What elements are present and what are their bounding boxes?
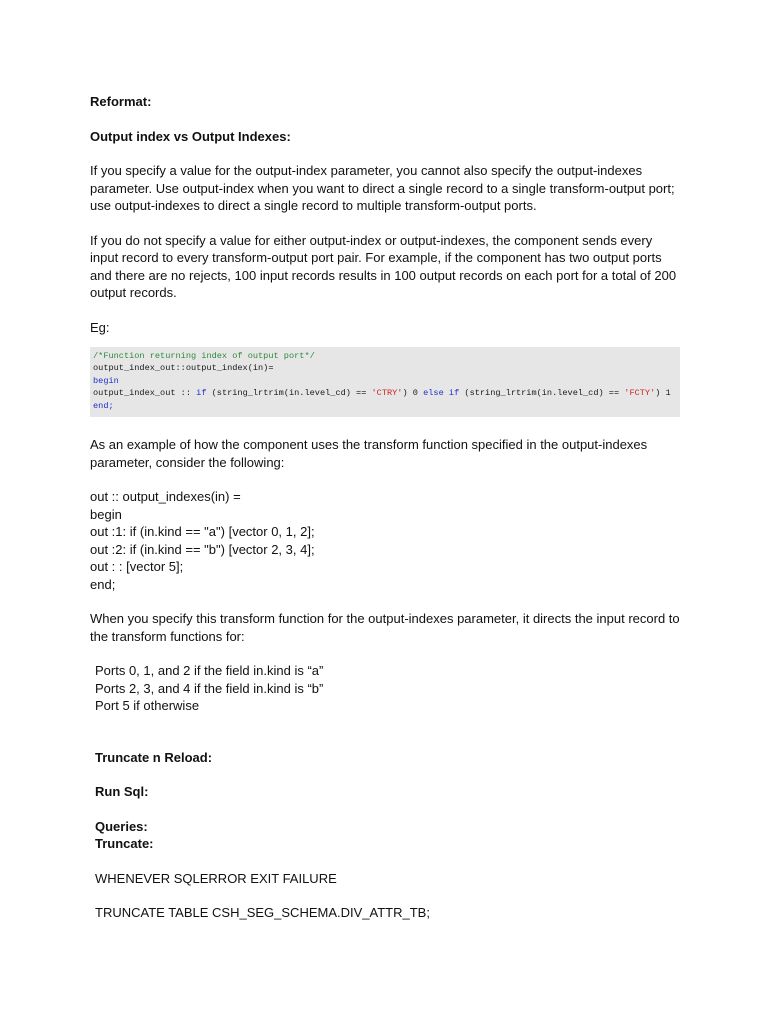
paragraph-output-indexes: If you do not specify a value for either output-index or output-indexes, the component sends every input record to every transform-output port pair. For example, if the component has two output ports and there are no rejects, 100 input records results in 100 output records on each port for a total of 200 output records. <box>90 232 677 300</box>
sample-line: out :2: if (in.kind == "b") [vector 2, 3, 4]; <box>90 541 315 557</box>
truncate-reload-section <box>90 749 680 922</box>
ports-item: Port 5 if otherwise <box>95 698 200 714</box>
sample-line: out : : [vector 5]; <box>90 559 184 575</box>
code-line-body: output_index_out :: if (string_lrtrim(in.level_cd) == 'CTRY') 0 else if (string_lrtrim(in.level_cd) == 'FCTY') 1 <box>93 388 671 399</box>
heading-queries: Queries: <box>95 818 148 834</box>
heading-truncate-reload: Truncate n Reload: <box>95 749 213 765</box>
ports-item: Ports 0, 1, and 2 if the field in.kind is “a” <box>95 663 324 679</box>
sample-line: out :: output_indexes(in) = <box>90 489 241 505</box>
ports-item: Ports 2, 3, and 4 if the field in.kind is “b” <box>95 680 324 696</box>
code-line-end: end; <box>93 400 114 411</box>
sample-transform-code <box>90 488 680 593</box>
ports-list <box>90 662 680 715</box>
heading-reformat: Reformat: <box>90 94 152 109</box>
code-line-comment: /*Function returning index of output port*/ <box>93 351 315 361</box>
code-line-signature: output_index_out::output_index(in)= <box>93 363 274 374</box>
document-body <box>90 93 680 922</box>
paragraph-example-intro: As an example of how the component uses the transform function specified in the output-indexes parameter, consider the following: <box>90 437 648 470</box>
code-screenshot <box>90 347 680 417</box>
sample-line: begin <box>90 506 122 522</box>
sample-line: out :1: if (in.kind == "a") [vector 0, 1, 2]; <box>90 524 315 540</box>
heading-output-index: Output index vs Output Indexes: <box>90 128 291 144</box>
paragraph-directs-input: When you specify this transform function for the output-indexes parameter, it directs the input record to the transform functions for: <box>90 611 680 644</box>
paragraph-output-index: If you specify a value for the output-index parameter, you cannot also specify the output-indexes parameter. Use output-index when you want to direct a single record to a single transform-output port; use output-indexes to direct a single record to multiple transform-output ports. <box>90 163 675 213</box>
code-line-begin: begin <box>93 375 119 386</box>
heading-run-sql: Run Sql: <box>95 784 149 800</box>
eg-label: Eg: <box>90 319 110 335</box>
sql-truncate-table: TRUNCATE TABLE CSH_SEG_SCHEMA.DIV_ATTR_TB; <box>95 905 430 921</box>
heading-truncate: Truncate: <box>95 836 154 852</box>
sample-line: end; <box>90 576 116 592</box>
sql-whenever: WHENEVER SQLERROR EXIT FAILURE <box>95 870 337 886</box>
